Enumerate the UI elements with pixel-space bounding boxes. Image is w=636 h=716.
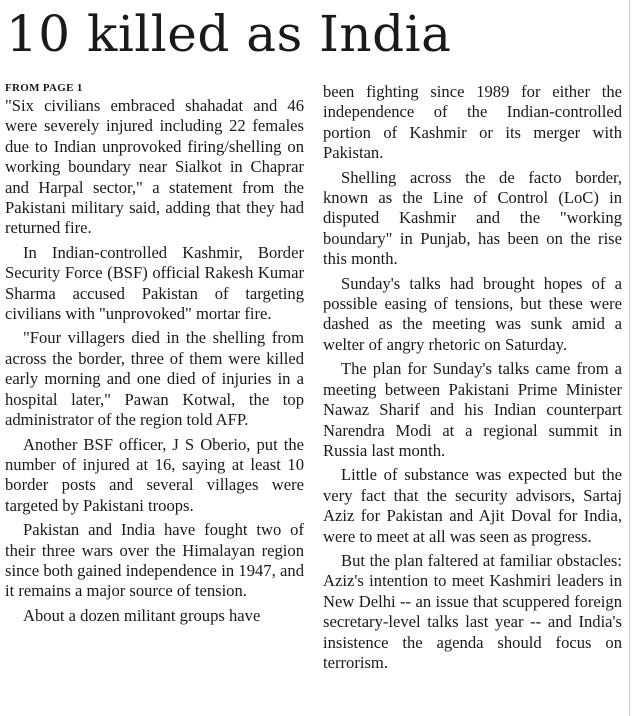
paragraph: In Indian-controlled Kashmir, Border Security Force (BSF) official Rakesh Kumar Sharma accused Pakistan of targeting civilians with "unprovoked" mortar fire. — [5, 242, 304, 324]
paragraph: Little of substance was expected but the very fact that the security advisors, Sartaj Aziz for Pakistan and Ajit Doval for India, were to meet at all was seen as progress. — [323, 465, 622, 546]
paragraph: Shelling across the de facto border, known as the Line of Control (LoC) in disputed Kashmir and the "working boundary" in Punjab, has been on the rise this month. — [323, 167, 622, 269]
column-rule — [629, 0, 630, 716]
paragraph: "Six civilians embraced shahadat and 46 were severely injured including 22 females due to Indian unprovoked firing/shelling on working boundary near Sialkot in Chaprar and Harpal sector," a statement from the Pakistani military said, adding that they had returned fire. — [5, 96, 304, 238]
paragraph: The plan for Sunday's talks came from a meeting between Pakistani Prime Minister Nawaz Sharif and his Indian counterpart Narendra Modi at a regional summit in Russia last month. — [323, 359, 622, 460]
right-column — [323, 82, 622, 677]
paragraph: Pakistan and India have fought two of their three wars over the Himalayan region since both gained independence in 1947, and it remains a major source of tension. — [5, 520, 304, 601]
paragraph: been fighting since 1989 for either the independence of the Indian-controlled portion of Kashmir or its merger with Pakistan. — [323, 82, 622, 163]
paragraph: About a dozen militant groups have — [23, 605, 261, 625]
kicker: FROM PAGE 1 — [5, 82, 83, 94]
left-column — [5, 82, 304, 630]
paragraph: Another BSF officer, J S Oberio, put the number of injured at 16, saying at least 10 border posts and several villages were targeted by Pakistani troops. — [5, 434, 304, 515]
paragraph: "Four villagers died in the shelling from across the border, three of them were killed early morning and one died of injuries in a hospital later," Pawan Kotwal, the top administrator of the region told AFP. — [5, 328, 304, 430]
paragraph: Sunday's talks had brought hopes of a possible easing of tensions, but these were dashed as the meeting was sunk amid a welter of angry rhetoric on Saturday. — [323, 273, 622, 354]
headline: 10 killed as India — [6, 5, 452, 63]
paragraph: But the plan faltered at familiar obstacles: Aziz's intention to meet Kashmiri leaders in New Delhi -- an issue that scuppered foreign secretary-level talks last year -- and India's insistence the agenda should focus on terrorism. — [323, 550, 622, 672]
